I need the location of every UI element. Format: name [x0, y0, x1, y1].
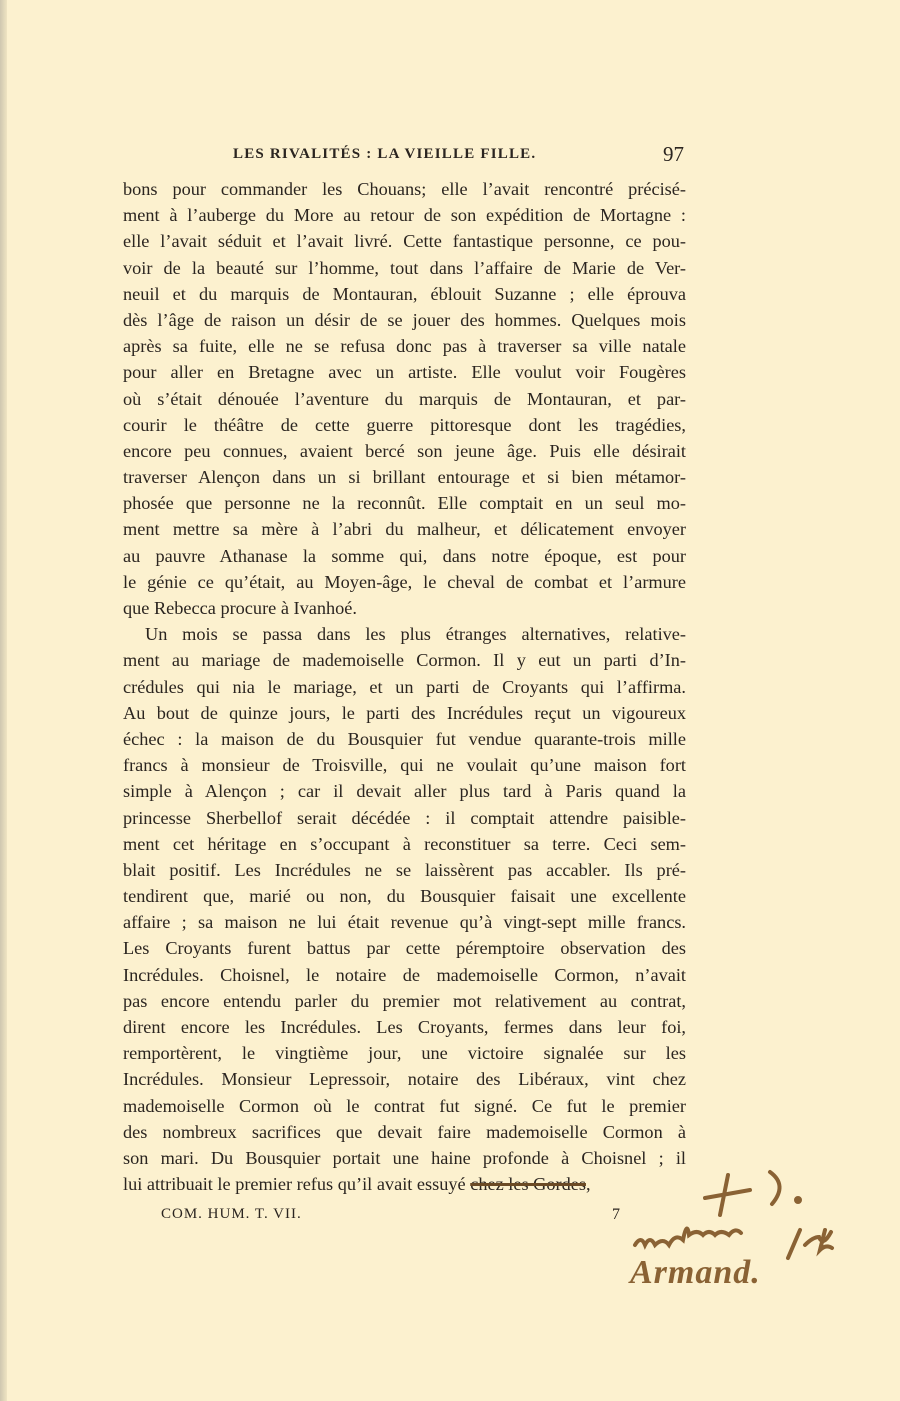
text-line: blait positif. Les Incrédules ne se laissèrent pas accabler. Ils pré-	[123, 859, 686, 880]
text-line: crédules qui nia le mariage, et un parti de Croyants qui l’affirma.	[123, 676, 686, 697]
sheet-number: 7	[612, 1206, 620, 1223]
text-line: Les Croyants furent battus par cette péremptoire observation des	[123, 938, 686, 959]
text-line: phosée que personne ne la reconnût. Elle comptait en un seul mo-	[123, 493, 686, 514]
text-line: que Rebecca procure à Ivanhoé.	[123, 598, 357, 618]
text-line: dès l’âge de raison un désir de se jouer des hommes. Quelques mois	[123, 309, 686, 330]
text-line: pour aller en Bretagne avec un artiste. Elle voulut voir Fougères	[123, 362, 686, 383]
text-line: encore peu connues, avaient bercé son jeune âge. Puis elle désirait	[123, 440, 686, 461]
text-line: après sa fuite, elle ne se refusa donc pas à traverser sa ville natale	[123, 336, 686, 357]
struck-text: chez les Gordes	[470, 1174, 586, 1195]
last-line-text: lui attribuait le premier refus qu’il avait essuyé	[123, 1174, 471, 1195]
text-line: elle l’avait séduit et l’avait livré. Cette fantastique personne, ce pou-	[123, 231, 686, 252]
text-line: ment cet héritage en s’occupant à reconstituer sa terre. Ceci sem-	[123, 833, 686, 854]
running-header	[123, 144, 686, 170]
text-line: simple à Alençon ; car il devait aller plus tard à Paris quand la	[123, 781, 686, 802]
text-line: courir le théâtre de cette guerre pittoresque dont les tragédies,	[123, 414, 686, 435]
text-line: Au bout de quinze jours, le parti des Incrédules reçut un vigoureux	[123, 702, 686, 723]
scan-edge	[0, 0, 7, 1401]
text-line: échec : la maison de du Bousquier fut vendue quarante-trois mille	[123, 728, 686, 749]
text-line: affaire ; sa maison ne lui était revenue qu’à vingt-sept mille francs.	[123, 912, 686, 933]
signature-mark: COM. HUM. T. VII.	[161, 1206, 302, 1222]
text-line: mademoiselle Cormon où le contrat fut signé. Ce fut le premier	[123, 1095, 686, 1116]
running-title: LES RIVALITÉS : LA VIEILLE FILLE.	[233, 146, 537, 162]
text-line: bons pour commander les Chouans; elle l’avait rencontré précisé-	[123, 179, 686, 199]
text-line: Incrédules. Monsieur Lepressoir, notaire des Libéraux, vint chez	[123, 1069, 686, 1090]
text-line: voir de la beauté sur l’homme, tout dans l’affaire de Marie de Ver-	[123, 257, 686, 278]
text-line: ment à l’auberge du More au retour de son expédition de Mortagne :	[123, 205, 686, 226]
text-line: francs à monsieur de Troisville, qui ne voulait qu’une maison fort	[123, 755, 686, 776]
last-line-end: ,	[585, 1174, 591, 1195]
handwritten-note-line-3: Armand.	[630, 1254, 761, 1291]
page-body	[123, 176, 686, 1197]
page-number: 97	[663, 142, 684, 166]
text-line: son mari. Du Bousquier portait une haine profonde à Choisnel ; il	[123, 1147, 686, 1168]
text-line: pas encore entendu parler du premier mot relativement au contrat,	[123, 990, 686, 1011]
text-line: neuil et du marquis de Montauran, éblouit Suzanne ; elle éprouva	[123, 283, 686, 304]
text-line: remportèrent, le vingtième jour, une victoire signalée sur les	[123, 1043, 686, 1064]
text-line: princesse Sherbellof serait décédée : il comptait attendre paisible-	[123, 807, 686, 828]
text-line: où s’était dénouée l’aventure du marquis de Montauran, et par-	[123, 388, 686, 409]
page-footer	[123, 1206, 686, 1230]
text-line: traverser Alençon dans un si brillant entourage et si bien métamor-	[123, 467, 686, 488]
text-line: ment au mariage de mademoiselle Cormon. Il y eut un parti d’In-	[123, 650, 686, 671]
text-line: tendirent que, marié ou non, du Bousquier faisait une excellente	[123, 886, 686, 907]
text-line: au pauvre Athanase la somme qui, dans notre époque, est pour	[123, 545, 686, 566]
text-line: ment mettre sa mère à l’abri du malheur, et délicatement envoyer	[123, 519, 686, 540]
text-line: dirent encore les Incrédules. Les Croyants, fermes dans leur foi,	[123, 1017, 686, 1037]
text-line: Incrédules. Choisnel, le notaire de mademoiselle Cormon, n’avait	[123, 964, 686, 985]
text-line-last	[123, 1171, 686, 1197]
text-line: des nombreux sacrifices que devait faire mademoiselle Cormon à	[123, 1121, 686, 1142]
text-line: Un mois se passa dans les plus étranges alternatives, relative-	[145, 624, 686, 645]
text-line: le génie ce qu’était, au Moyen-âge, le cheval de combat et l’armure	[123, 571, 686, 592]
